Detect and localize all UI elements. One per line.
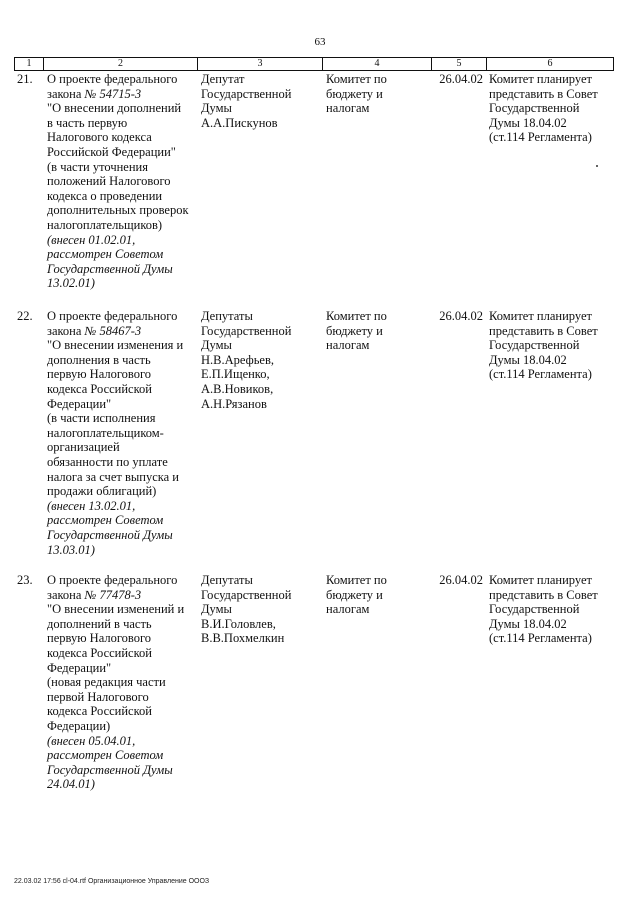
bill-note: (внесен 01.02.01, рассмотрен Советом Государственной Думы 13.02.01): [47, 232, 173, 291]
row-number: 22.: [17, 309, 33, 323]
bill-status: Комитет планирует представить в Совет Государственной Думы 18.04.02 (ст.114 Регламента): [489, 72, 598, 145]
table-row: [14, 573, 614, 792]
bill-date: 26.04.02: [439, 309, 483, 323]
bill-title: О проекте федерального закона: [47, 309, 178, 338]
table-row: [14, 72, 614, 291]
column-header-row: [14, 57, 614, 71]
bill-description: [43, 309, 197, 557]
bill-title: О проекте федерального закона: [47, 573, 178, 602]
responsible-committee: Комитет по бюджету и налогам: [326, 72, 387, 116]
bill-text: "О внесении изменения и дополнения в часть первую Налогового кодекса Российской Федерации" (в части исполнения налогоплательщиком- организацией обязанности по уплате налога за счет выпуска и продажи облигаций): [47, 338, 184, 499]
bill-number: № 54715-3: [84, 86, 142, 101]
bills-table: [14, 57, 614, 792]
column-header-1: 1: [14, 58, 43, 70]
bill-date: 26.04.02: [439, 573, 483, 587]
table-row: [14, 309, 614, 557]
page-number: 63: [314, 36, 326, 48]
bill-note: (внесен 13.02.01, рассмотрен Советом Государственной Думы 13.03.01): [47, 498, 173, 557]
page-footer: 22.03.02 17:56 cl-04.rtf Организационное Управление ОООЗ: [14, 878, 210, 885]
bill-author: Депутат Государственной Думы А.А.Пискунов: [201, 72, 292, 130]
bill-date: 26.04.02: [439, 72, 483, 86]
column-header-2: 2: [43, 58, 197, 70]
bill-status: Комитет планирует представить в Совет Государственной Думы 18.04.02 (ст.114 Регламента): [489, 573, 598, 646]
bill-author: Депутаты Государственной Думы В.И.Головлев, В.В.Похмелкин: [201, 573, 292, 646]
bill-text: "О внесении изменений и дополнений в часть первую Налогового кодекса Российской Федерации" (новая редакция части первой Налогового кодекса Российской Федерации): [47, 602, 185, 733]
bill-description: [43, 72, 197, 291]
bill-author: Депутаты Государственной Думы Н.В.Арефьев, Е.П.Ищенко, А.В.Новиков, А.Н.Рязанов: [201, 309, 292, 411]
column-header-5: 5: [431, 58, 486, 70]
bill-title: О проекте федерального закона: [47, 72, 178, 101]
responsible-committee: Комитет по бюджету и налогам: [326, 309, 387, 353]
bill-description: [43, 573, 197, 792]
column-header-3: 3: [197, 58, 322, 70]
row-number: 21.: [17, 72, 33, 86]
bill-status: Комитет планирует представить в Совет Государственной Думы 18.04.02 (ст.114 Регламента): [489, 309, 598, 382]
scan-speck: [596, 165, 598, 167]
column-header-6: 6: [486, 58, 614, 70]
row-number: 23.: [17, 573, 33, 587]
bill-note: (внесен 05.04.01, рассмотрен Советом Государственной Думы 24.04.01): [47, 733, 173, 792]
bill-number: № 77478-3: [84, 587, 142, 602]
bill-number: № 58467-3: [84, 323, 142, 338]
bill-text: "О внесении дополнений в часть первую Налогового кодекса Российской Федерации" (в части уточнения положений Налогового кодекса о проведении дополнительных проверок налогоплательщиков): [47, 101, 189, 232]
responsible-committee: Комитет по бюджету и налогам: [326, 573, 387, 617]
column-header-4: 4: [322, 58, 431, 70]
